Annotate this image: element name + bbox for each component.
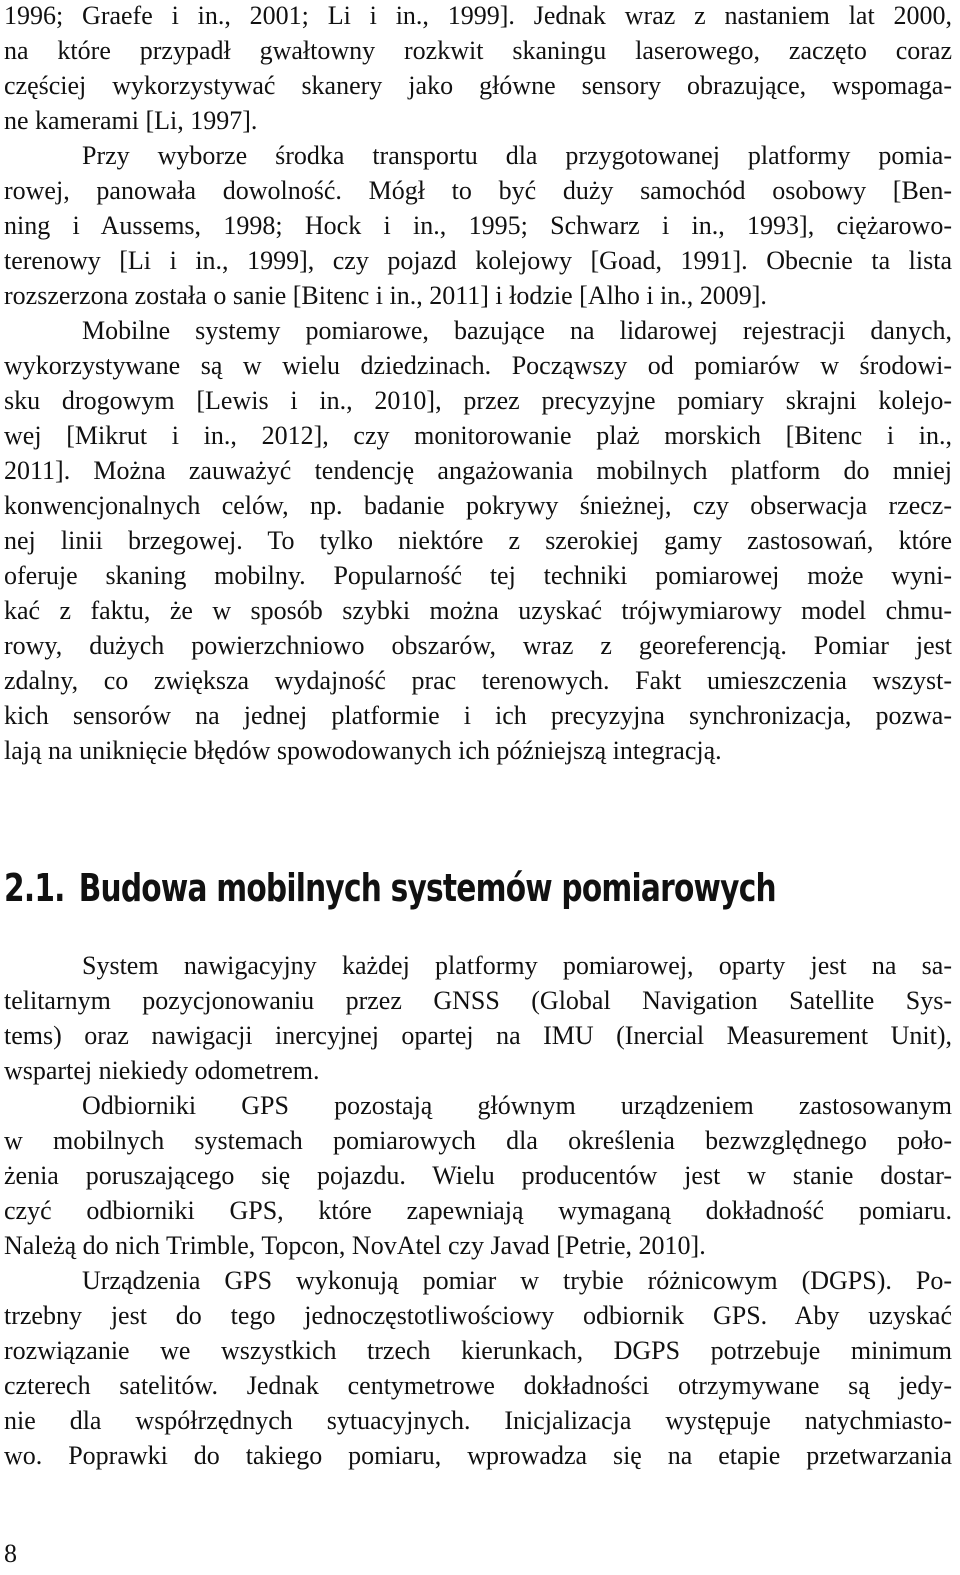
- text-line: 1996; Graefe i in., 2001; Li i in., 1999]. Jednak wraz z nastaniem lat 2000,: [4, 1, 952, 30]
- text-line: nej linii brzegowej. To tylko niektóre z szerokiej gamy zastosowań, które: [4, 526, 952, 555]
- text-line: tems) oraz nawigacji inercyjnej opartej na IMU (Inercial Measurement Unit),: [4, 1021, 952, 1050]
- text-line: wykorzystywane są w wielu dziedzinach. Począwszy od pomiarów w środowi-: [4, 351, 952, 380]
- text-line: lają na uniknięcie błędów spowodowanych ich późniejszą integracją.: [4, 736, 722, 765]
- text-line: System nawigacyjny każdej platformy pomiarowej, oparty jest na sa-: [82, 951, 952, 980]
- text-line: zdalny, co zwiększa wydajność prac terenowych. Fakt umieszczenia wszyst-: [4, 666, 952, 695]
- text-line: częściej wykorzystywać skanery jako główne sensory obrazujące, wspomaga-: [4, 71, 952, 100]
- text-line: w mobilnych systemach pomiarowych dla określenia bezwzględnego poło-: [4, 1126, 952, 1155]
- text-line: wo. Poprawki do takiego pomiaru, wprowadza się na etapie przetwarzania: [4, 1441, 952, 1470]
- text-line: terenowy [Li i in., 1999], czy pojazd kolejowy [Goad, 1991]. Obecnie ta lista: [4, 246, 952, 275]
- text-line: konwencjonalnych celów, np. badanie pokrywy śnieżnej, czy obserwacja rzecz-: [4, 491, 952, 520]
- text-line: nie dla współrzędnych sytuacyjnych. Inicjalizacja występuje natychmiasto-: [4, 1406, 952, 1435]
- text-line: czterech satelitów. Jednak centymetrowe dokładności otrzymywane są jedy-: [4, 1371, 952, 1400]
- text-line: czyć odbiorniki GPS, które zapewniają wymaganą dokładność pomiaru.: [4, 1196, 952, 1225]
- text-line: oferuje skaning mobilny. Popularność tej techniki pomiarowej może wyni-: [4, 561, 952, 590]
- text-line: rozwiązanie we wszystkich trzech kierunkach, DGPS potrzebuje minimum: [4, 1336, 952, 1365]
- page-number: 8: [4, 1539, 17, 1568]
- section-title: Budowa mobilnych systemów pomiarowych: [78, 866, 776, 910]
- text-line: Należą do nich Trimble, Topcon, NovAtel czy Javad [Petrie, 2010].: [4, 1231, 706, 1260]
- text-line: Mobilne systemy pomiarowe, bazujące na lidarowej rejestracji danych,: [82, 316, 952, 345]
- text-line: na które przypadł gwałtowny rozkwit skaningu laserowego, zaczęto coraz: [4, 36, 952, 65]
- text-line: ning i Aussems, 1998; Hock i in., 1995; Schwarz i in., 1993], ciężarowo-: [4, 211, 952, 240]
- text-line: kać z faktu, że w sposób szybki można uzyskać trójwymiarowy model chmu-: [4, 596, 952, 625]
- text-line: sku drogowym [Lewis i in., 2010], przez precyzyjne pomiary skrajni kolejo-: [4, 386, 952, 415]
- text-line: Odbiorniki GPS pozostają głównym urządzeniem zastosowanym: [82, 1091, 952, 1120]
- text-line: rowy, dużych powierzchniowo obszarów, wraz z georeferencją. Pomiar jest: [4, 631, 952, 660]
- text-line: trzebny jest do tego jednoczęstotliwościowy odbiornik GPS. Aby uzyskać: [4, 1301, 952, 1330]
- text-line: Urządzenia GPS wykonują pomiar w trybie różnicowym (DGPS). Po-: [82, 1266, 952, 1295]
- text-line: 2011]. Można zauważyć tendencję angażowania mobilnych platform do mniej: [4, 456, 952, 485]
- text-line: wej [Mikrut i in., 2012], czy monitorowanie plaż morskich [Bitenc i in.,: [4, 421, 952, 450]
- text-line: rowej, panowała dowolność. Mógł to być duży samochód osobowy [Ben-: [4, 176, 952, 205]
- text-line: ne kamerami [Li, 1997].: [4, 106, 258, 135]
- text-line: wspartej niekiedy odometrem.: [4, 1056, 320, 1085]
- text-line: rozszerzona została o sanie [Bitenc i in., 2011] i łodzie [Alho i in., 2009].: [4, 281, 767, 310]
- text-line: kich sensorów na jednej platformie i ich precyzyjna synchronizacja, pozwa-: [4, 701, 952, 730]
- text-line: telitarnym pozycjonowaniu przez GNSS (Global Navigation Satellite Sys-: [4, 986, 952, 1015]
- section-heading: [4, 864, 776, 912]
- text-line: żenia poruszającego się pojazdu. Wielu producentów jest w stanie dostar-: [4, 1161, 952, 1190]
- text-line: Przy wyborze środka transportu dla przygotowanej platformy pomia-: [82, 141, 952, 170]
- section-number: 2.1.: [4, 866, 65, 910]
